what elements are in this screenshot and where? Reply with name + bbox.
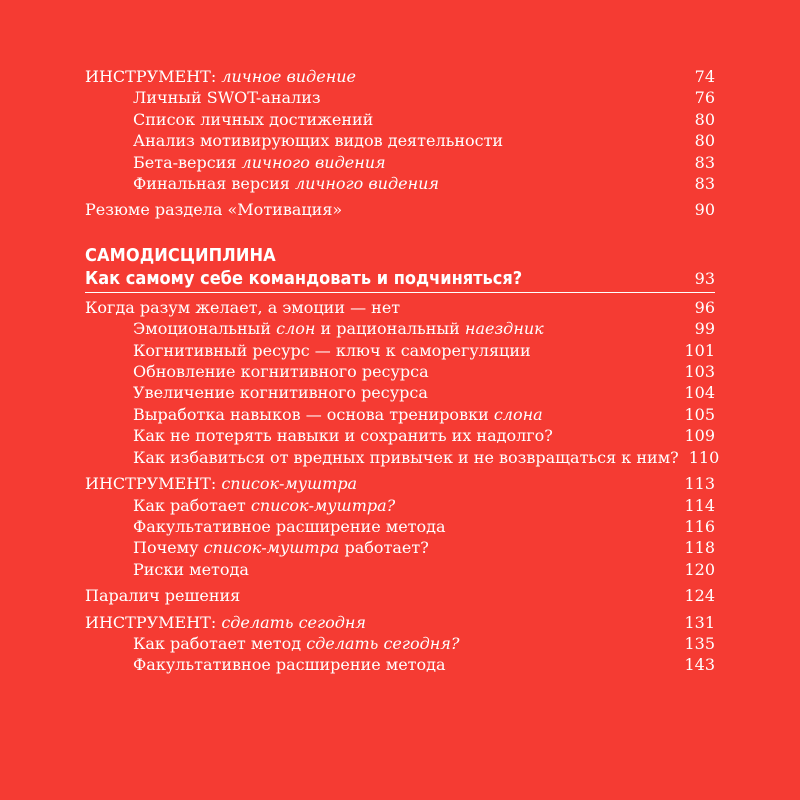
table-of-contents [85, 66, 720, 676]
toc-entry-title-text: ИНСТРУМЕНТ: [85, 612, 222, 632]
toc-entry-title-text: Как работает метод [133, 633, 307, 653]
toc-entry-title-italic: личное видение [221, 67, 357, 86]
toc-entry-title-text: Список личных достижений [133, 109, 374, 129]
toc-entry-title-text: Факультативное расширение метода [133, 655, 446, 675]
toc-entry[interactable] [85, 109, 715, 130]
toc-entry-title [85, 297, 685, 318]
toc-entry-page: 80 [694, 131, 715, 151]
toc-entry[interactable] [85, 473, 715, 494]
toc-entry-title [133, 559, 674, 580]
toc-entry-title-italic: сделать сегодня? [306, 633, 460, 653]
toc-entry-title [133, 516, 674, 537]
toc-entry-title [133, 361, 674, 382]
toc-entry-title-text: Увеличение когнитивного ресурса [133, 383, 428, 403]
toc-entry-page: 103 [684, 362, 715, 382]
toc-entry-title [85, 473, 674, 494]
toc-entry-title-text: Выработка навыков — основа тренировки [133, 404, 494, 424]
toc-entry-title-italic: слон [276, 319, 316, 339]
toc-group-mind-emotions [85, 297, 720, 468]
toc-entry[interactable] [85, 361, 715, 382]
toc-entry-title-text: и рациональный [315, 319, 465, 339]
toc-entry-motivation-summary[interactable] [85, 199, 715, 220]
toc-entry-title [133, 87, 685, 108]
toc-entry[interactable] [85, 425, 715, 446]
toc-entry-title-text: Как не потерять навыки и сохранить их надолго? [133, 426, 553, 446]
toc-entry-title-italic: личного видения [294, 174, 440, 194]
toc-entry[interactable] [85, 340, 715, 361]
toc-entry-title [85, 612, 674, 633]
toc-entry-page: 109 [684, 426, 715, 446]
toc-entry[interactable] [85, 559, 715, 580]
toc-entry[interactable] [85, 130, 715, 151]
toc-entry-title-italic: список-муштра [203, 538, 340, 558]
toc-entry-title [133, 340, 674, 361]
toc-entry-title-text: Риски метода [133, 559, 249, 579]
toc-entry-page: 110 [688, 447, 720, 467]
toc-entry-page: 80 [694, 109, 715, 129]
toc-entry-title [133, 633, 674, 654]
toc-entry-title-italic: слона [493, 404, 543, 424]
toc-entry-page: 105 [684, 404, 715, 424]
toc-entry-page: 74 [694, 67, 715, 86]
toc-entry[interactable] [85, 516, 715, 537]
toc-entry-title-italic: наездник [464, 319, 544, 339]
toc-entry-page: 135 [684, 633, 715, 653]
toc-entry-title: Паралич решения [85, 586, 241, 606]
toc-entry-title [133, 130, 685, 151]
toc-entry-page: 114 [684, 495, 715, 515]
toc-entry-title [133, 318, 685, 339]
toc-entry-page: 143 [684, 655, 715, 675]
toc-entry[interactable] [85, 612, 715, 633]
toc-entry[interactable] [85, 404, 715, 425]
toc-entry-page: 90 [694, 200, 715, 220]
toc-entry-title [85, 66, 685, 87]
toc-entry-title-text: Личный SWOT-анализ [133, 88, 321, 108]
toc-entry-title-text: работает? [339, 538, 429, 558]
toc-entry[interactable] [85, 173, 715, 194]
section-subtitle-entry[interactable] [85, 267, 715, 293]
toc-entry-page: 83 [694, 152, 715, 172]
toc-entry-title [133, 109, 685, 130]
section-page: 93 [694, 268, 715, 288]
toc-entry-title-text: Финальная версия [133, 174, 295, 194]
toc-entry-page: 76 [694, 88, 715, 108]
toc-entry-page: 83 [694, 174, 715, 194]
toc-entry-title-italic: список-муштра? [250, 495, 396, 515]
section-title: САМОДИСЦИПЛИНА [85, 244, 276, 266]
toc-entry-page: 113 [684, 474, 715, 494]
toc-group-personal-vision [85, 66, 715, 194]
toc-entry-page: 99 [694, 319, 715, 339]
toc-entry-title-text: Когда разум желает, а эмоции — нет [85, 297, 401, 317]
toc-entry[interactable] [85, 633, 715, 654]
toc-entry-title-text: ИНСТРУМЕНТ: [85, 67, 222, 86]
toc-entry-title [133, 382, 674, 403]
toc-entry[interactable] [85, 654, 715, 675]
toc-entry-title-italic: список-муштра [221, 474, 358, 494]
toc-entry-title [133, 654, 674, 675]
toc-entry-title [133, 537, 674, 558]
toc-entry-title-text: Бета-версия [133, 152, 242, 172]
toc-entry-page: 124 [684, 586, 715, 606]
toc-entry-title-italic: личного видения [241, 152, 386, 172]
toc-entry[interactable] [85, 447, 720, 468]
toc-entry-title-text: Обновление когнитивного ресурса [133, 362, 429, 382]
toc-entry-title-text: Как избавиться от вредных привычек и не возвращаться к ним? [133, 447, 679, 467]
toc-entry-page: 96 [694, 297, 715, 317]
section-subtitle: Как самому себе командовать и подчиняться? [85, 267, 523, 289]
toc-entry-title [133, 173, 685, 194]
toc-entry[interactable] [85, 382, 715, 403]
toc-entry-decision-paralysis[interactable] [85, 585, 715, 606]
toc-entry[interactable] [85, 87, 715, 108]
toc-entry[interactable] [85, 152, 715, 173]
toc-entry[interactable] [85, 318, 715, 339]
toc-entry-title [133, 152, 685, 173]
toc-entry-title-text: Факультативное расширение метода [133, 516, 446, 536]
toc-entry-title-italic: сделать сегодня [221, 612, 366, 632]
toc-entry-title [133, 495, 674, 516]
toc-entry-title-text: Как работает [133, 495, 251, 515]
toc-entry-title [133, 404, 674, 425]
toc-group-drill-list [85, 473, 715, 580]
toc-entry-title: Резюме раздела «Мотивация» [85, 200, 343, 220]
toc-entry-title [133, 447, 679, 468]
toc-group-do-today [85, 612, 715, 676]
toc-entry-title-text: Эмоциональный [133, 319, 277, 339]
toc-entry-title [133, 425, 674, 446]
toc-entry[interactable] [85, 66, 715, 87]
toc-entry-page: 131 [684, 612, 715, 632]
toc-entry-title-text: ИНСТРУМЕНТ: [85, 474, 222, 494]
toc-entry-page: 104 [684, 383, 715, 403]
toc-entry[interactable] [85, 537, 715, 558]
toc-entry-title-text: Почему [133, 538, 204, 558]
toc-entry-page: 118 [684, 538, 715, 558]
toc-entry-title-text: Когнитивный ресурс — ключ к саморегуляции [133, 340, 531, 360]
toc-entry-page: 120 [684, 559, 715, 579]
toc-entry-page: 101 [684, 340, 715, 360]
toc-entry[interactable] [85, 495, 715, 516]
toc-entry-title-text: Анализ мотивирующих видов деятельности [133, 131, 504, 151]
toc-entry-page: 116 [684, 516, 715, 536]
toc-entry[interactable] [85, 297, 715, 318]
